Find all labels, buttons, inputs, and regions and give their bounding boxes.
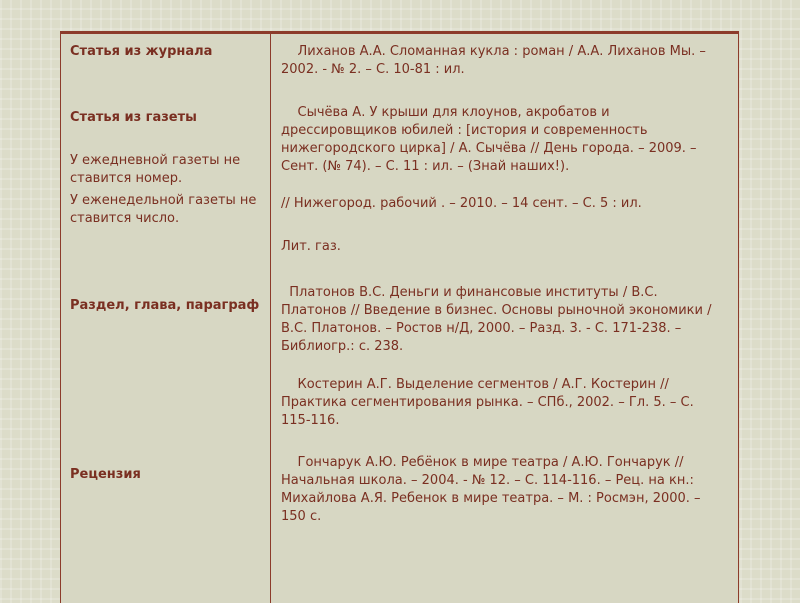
daily-newspaper-note: У ежедневной газеты не ставится номер. <box>70 153 241 186</box>
column-divider <box>270 34 271 603</box>
daily-newspaper-entry: // Нижегород. рабочий . – 2010. – 14 сент. – С. 5 : ил. <box>281 196 642 211</box>
review-entry: Гончарук А.Ю. Ребёнок в мире театра / А.Ю. Гончарук // Начальная школа. – 2004. - № 12. – С. 114-116. – Рец. на кн.: Михайлова А.Я. Ребенок в мире театра. – М. : Росмэн, 2000. – 150 с. <box>281 455 705 524</box>
newspaper-article-label: Статья из газеты <box>70 110 197 125</box>
weekly-newspaper-entry: Лит. газ. <box>281 239 341 254</box>
section-entry-1: Платонов В.С. Деньги и финансовые институты / В.С. Платонов // Введение в бизнес. Основы рыночной экономики / В.С. Платонов. – Ростов н/Д, 2000. – Разд. 3. - С. 171-238. – Библиогр.: с. 238. <box>281 285 716 354</box>
weekly-newspaper-note: У еженедельной газеты не ставится число. <box>70 193 257 226</box>
section-chapter-label: Раздел, глава, параграф <box>70 298 260 313</box>
journal-article-entry: Лиханов А.А. Сломанная кукла : роман / А.А. Лиханов Мы. – 2002. - № 2. – С. 10-81 : ил. <box>281 44 711 77</box>
section-entry-2: Костерин А.Г. Выделение сегментов / А.Г. Костерин // Практика сегментирования рынка. – СПб., 2002. – Гл. 5. – С. 115-116. <box>281 377 698 428</box>
newspaper-article-entry: Сычёва А. У крыши для клоунов, акробатов и дрессировщиков юбилей : [история и современность нижегородского цирка] / А. Сычёва // День города. – 2009. – Сент. (№ 74). – С. 11 : ил. – (Знай наших!). <box>281 105 701 174</box>
citation-table <box>60 31 739 603</box>
review-label: Рецензия <box>70 467 141 482</box>
journal-article-label: Статья из журнала <box>70 44 213 59</box>
